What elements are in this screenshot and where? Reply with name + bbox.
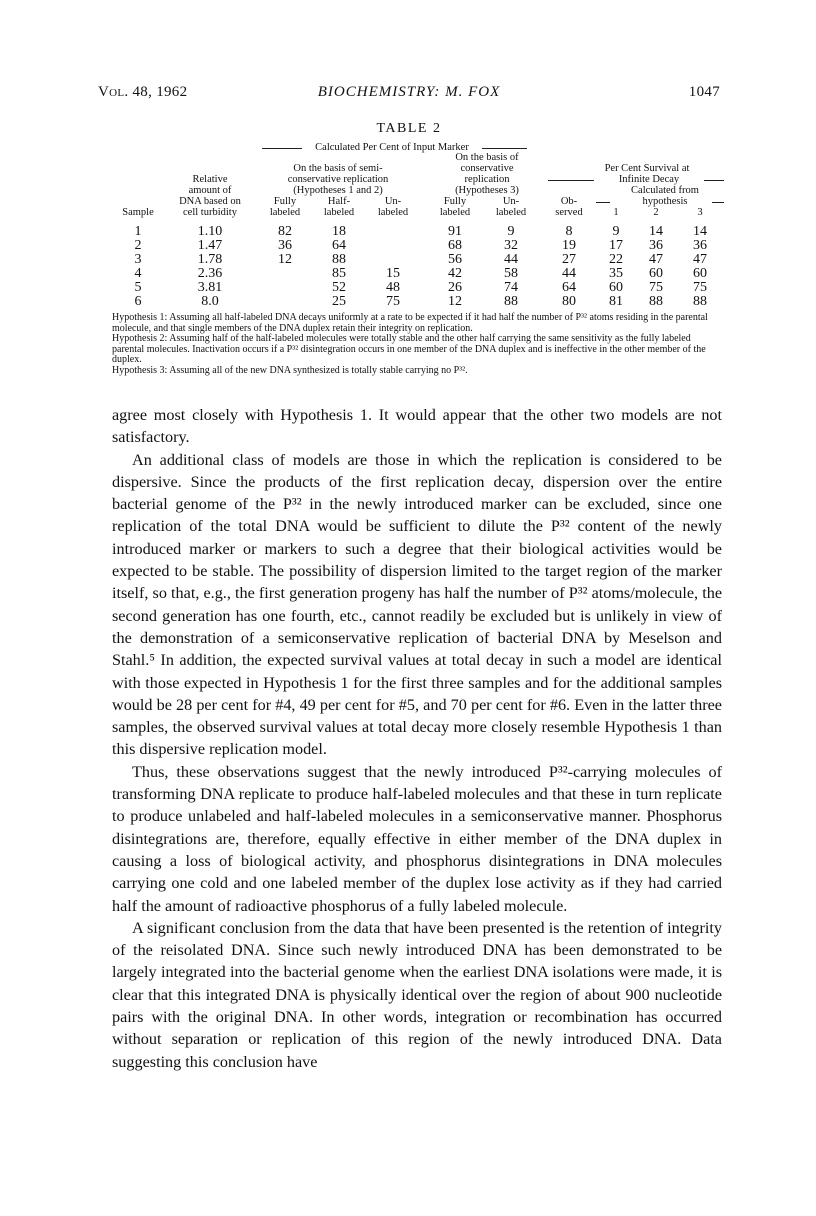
survival-rule-right [704, 180, 724, 181]
cell-half1: 85 [332, 266, 346, 281]
sample-header: Sample [122, 207, 154, 218]
cell-h2: 36 [649, 238, 663, 253]
survival-header-1: Per Cent Survival at [604, 163, 690, 174]
cell-half1: 18 [332, 224, 346, 239]
cell-h1: 9 [612, 224, 620, 239]
cell-observed: 44 [562, 266, 576, 281]
cell-un2: 74 [504, 280, 518, 295]
observed-header-2: served [555, 207, 583, 218]
cell-relative: 3.81 [197, 280, 223, 295]
cell-h3: 88 [693, 294, 707, 309]
paragraph: An additional class of models are those in which the replication is considered to be dispersive. Since the products of the first replication decay, dispersion over the entire bacterial genome of the P³² in the newly introduced marker can be excluded, since one replication of the total DNA would be sufficient to dilute the P³² content of the newly introduced marker or markers to such a degree that their biological activities would be expected to be stable. The possibility of dispersion limited to the target region of the marker itself, so that, e.g., the first generation progeny has half the number of P³² atoms/molecule, the second generation has one fourth, etc., cannot readily be excluded but is unlikely in view of the demonstration of a semiconservative replication of bacterial DNA by Meselson and Stahl.⁵ In addition, the expected survival values at total decay in such a model are identical with those expected in Hypothesis 1 for the first three samples and for the additional samples would be 28 per cent for #4, 49 per cent for #5, and 70 per cent for #6. Even in the latter three samples, the observed survival values at total decay more closely resemble Hypothesis 1 than this dispersive replication model. [112, 450, 722, 759]
cell-fully1: 12 [278, 252, 292, 267]
cell-un1: 48 [386, 280, 400, 295]
cell-h3: 60 [693, 266, 707, 281]
calculated-header-2: hypothesis [642, 196, 688, 207]
un1-header-1: Un- [384, 196, 402, 207]
running-header [98, 84, 720, 106]
cell-un2: 58 [504, 266, 518, 281]
survival-header-2: Infinite Decay [618, 174, 680, 185]
cell-observed: 8 [565, 224, 573, 239]
cell-h2: 88 [649, 294, 663, 309]
cell-h3: 75 [693, 280, 707, 295]
cons-subgroup-2: conservative [460, 163, 514, 174]
cell-half1: 52 [332, 280, 346, 295]
cell-h3: 14 [693, 224, 707, 239]
cell-fully1: 36 [278, 238, 292, 253]
cell-un2: 88 [504, 294, 518, 309]
group-header: Calculated Per Cent of Input Marker [315, 142, 469, 153]
h1-header: 1 [613, 207, 619, 218]
cell-h1: 60 [609, 280, 623, 295]
group-rule-left [262, 148, 302, 149]
cell-relative: 1.47 [197, 238, 223, 253]
cell-relative: 1.10 [197, 224, 223, 239]
un1-header-2: labeled [377, 207, 409, 218]
cell-fully2: 68 [448, 238, 462, 253]
cons-subgroup-3: replication [464, 174, 510, 185]
cell-un1: 15 [386, 266, 400, 281]
footnote-hypothesis-3: Hypothesis 3: Assuming all of the new DNA synthesized is totally stable carrying no P³². [112, 364, 468, 376]
cell-un1: 75 [386, 294, 400, 309]
journal-author: BIOCHEMISTRY: M. FOX [317, 84, 501, 100]
observed-header-1: Ob- [560, 196, 578, 207]
half1-header-1: Half- [327, 196, 351, 207]
h3-header: 3 [697, 207, 703, 218]
cell-sample: 6 [134, 294, 142, 309]
footnote-hypothesis-1: Hypothesis 1: Assuming all half-labeled DNA decays uniformly at a rate to be expected if it had half the number of P³² atoms residing in the parental molecule, and that single members of the DNA duplex retain their integrity on replication. [112, 312, 708, 334]
fully2-header-2: labeled [439, 207, 471, 218]
table-footnotes [112, 313, 718, 377]
cell-observed: 19 [562, 238, 576, 253]
cell-un2: 9 [507, 224, 515, 239]
cell-h2: 14 [649, 224, 663, 239]
cell-un2: 32 [504, 238, 518, 253]
cell-relative: 8.0 [201, 294, 219, 309]
group-rule-right [482, 148, 527, 149]
fully1-header-1: Fully [273, 196, 297, 207]
paragraph: agree most closely with Hypothesis 1. It would appear that the other two models are not satisfactory. [112, 406, 722, 447]
volume-label: Vol. 48, 1962 [98, 84, 188, 100]
cell-h3: 36 [693, 238, 707, 253]
half1-header-2: labeled [323, 207, 355, 218]
cell-sample: 4 [134, 266, 142, 281]
fully2-header-1: Fully [443, 196, 467, 207]
semi-subgroup-3: (Hypotheses 1 and 2) [293, 185, 383, 196]
cell-h1: 17 [609, 238, 623, 253]
cons-subgroup-4: (Hypotheses 3) [455, 185, 519, 196]
cell-relative: 2.36 [197, 266, 223, 281]
cell-fully2: 56 [448, 252, 462, 267]
cell-h2: 75 [649, 280, 663, 295]
fully1-header-2: labeled [269, 207, 301, 218]
calc-rule-right [712, 202, 724, 203]
cell-half1: 64 [332, 238, 346, 253]
cons-subgroup-1: On the basis of [455, 152, 519, 163]
cell-fully2: 26 [448, 280, 462, 295]
cell-fully2: 42 [448, 266, 462, 281]
calculated-header-1: Calculated from [631, 185, 699, 196]
cell-half1: 88 [332, 252, 346, 267]
cell-sample: 1 [134, 224, 142, 239]
cell-relative: 1.78 [197, 252, 223, 267]
paragraph: A significant conclusion from the data that have been presented is the retention of integrity of the reisolated DNA. Since such newly introduced DNA has been demonstrated to be largely integrated into the bacterial genome when the earliest DNA isolations were made, it is clear that this integrated DNA is physically identical over the region of about 900 nucleotide pairs with the original DNA. In other words, integration or recombination has occurred without separation or replication of this region of the newly introduced DNA. Data suggesting this conclusion have [112, 918, 722, 1071]
relative-header-3: DNA based on [179, 196, 241, 207]
un2-header-1: Un- [502, 196, 520, 207]
survival-rule-left [548, 180, 594, 181]
semi-subgroup-1: On the basis of semi- [293, 163, 383, 174]
cell-fully2: 91 [448, 224, 462, 239]
cell-h3: 47 [693, 252, 707, 267]
cell-sample: 3 [134, 252, 142, 267]
cell-un2: 44 [504, 252, 518, 267]
cell-h2: 60 [649, 266, 663, 281]
cell-observed: 27 [562, 252, 576, 267]
page-number: 1047 [688, 84, 720, 100]
h2-header: 2 [653, 207, 659, 218]
cell-sample: 5 [134, 280, 142, 295]
semi-subgroup-2: conservative replication [287, 174, 389, 185]
cell-half1: 25 [332, 294, 346, 309]
cell-h2: 47 [649, 252, 663, 267]
calc-rule-left [596, 202, 610, 203]
relative-header-2: amount of [188, 185, 232, 196]
footnote-hypothesis-2: Hypothesis 2: Assuming half of the half-labeled molecules were totally stable and the other half carrying the same sensitivity as the fully labeled parental molecules. Inactivation occurs if a P³² disintegration occurs in one member of the DNA duplex and is ineffective in the other member of the duplex. [112, 333, 706, 366]
cell-h1: 81 [609, 294, 623, 309]
table-title: TABLE 2 [376, 121, 442, 136]
cell-sample: 2 [134, 238, 142, 253]
cell-h1: 22 [609, 252, 623, 267]
relative-header-1: Relative [192, 174, 228, 185]
un2-header-2: labeled [495, 207, 527, 218]
cell-h1: 35 [609, 266, 623, 281]
paragraph: Thus, these observations suggest that the newly introduced P³²-carrying molecules of transforming DNA replicate to produce half-labeled molecules and that these in turn replicate to produce unlabeled and half-labeled molecules in a semiconservative manner. Phosphorus disintegrations are, therefore, equally effective in either member of the DNA duplex in causing a loss of biological activity, and phosphorus disintegrations in DNA molecules carrying one cold and one labeled member of the duplex lose activity as if they had carried half the amount of radioactive phosphorus of a fully labeled molecule. [112, 762, 722, 915]
cell-observed: 64 [562, 280, 576, 295]
article-body [112, 404, 722, 1073]
relative-header-4: cell turbidity [183, 207, 237, 218]
cell-fully1: 82 [278, 224, 292, 239]
cell-fully2: 12 [448, 294, 462, 309]
cell-observed: 80 [562, 294, 576, 309]
